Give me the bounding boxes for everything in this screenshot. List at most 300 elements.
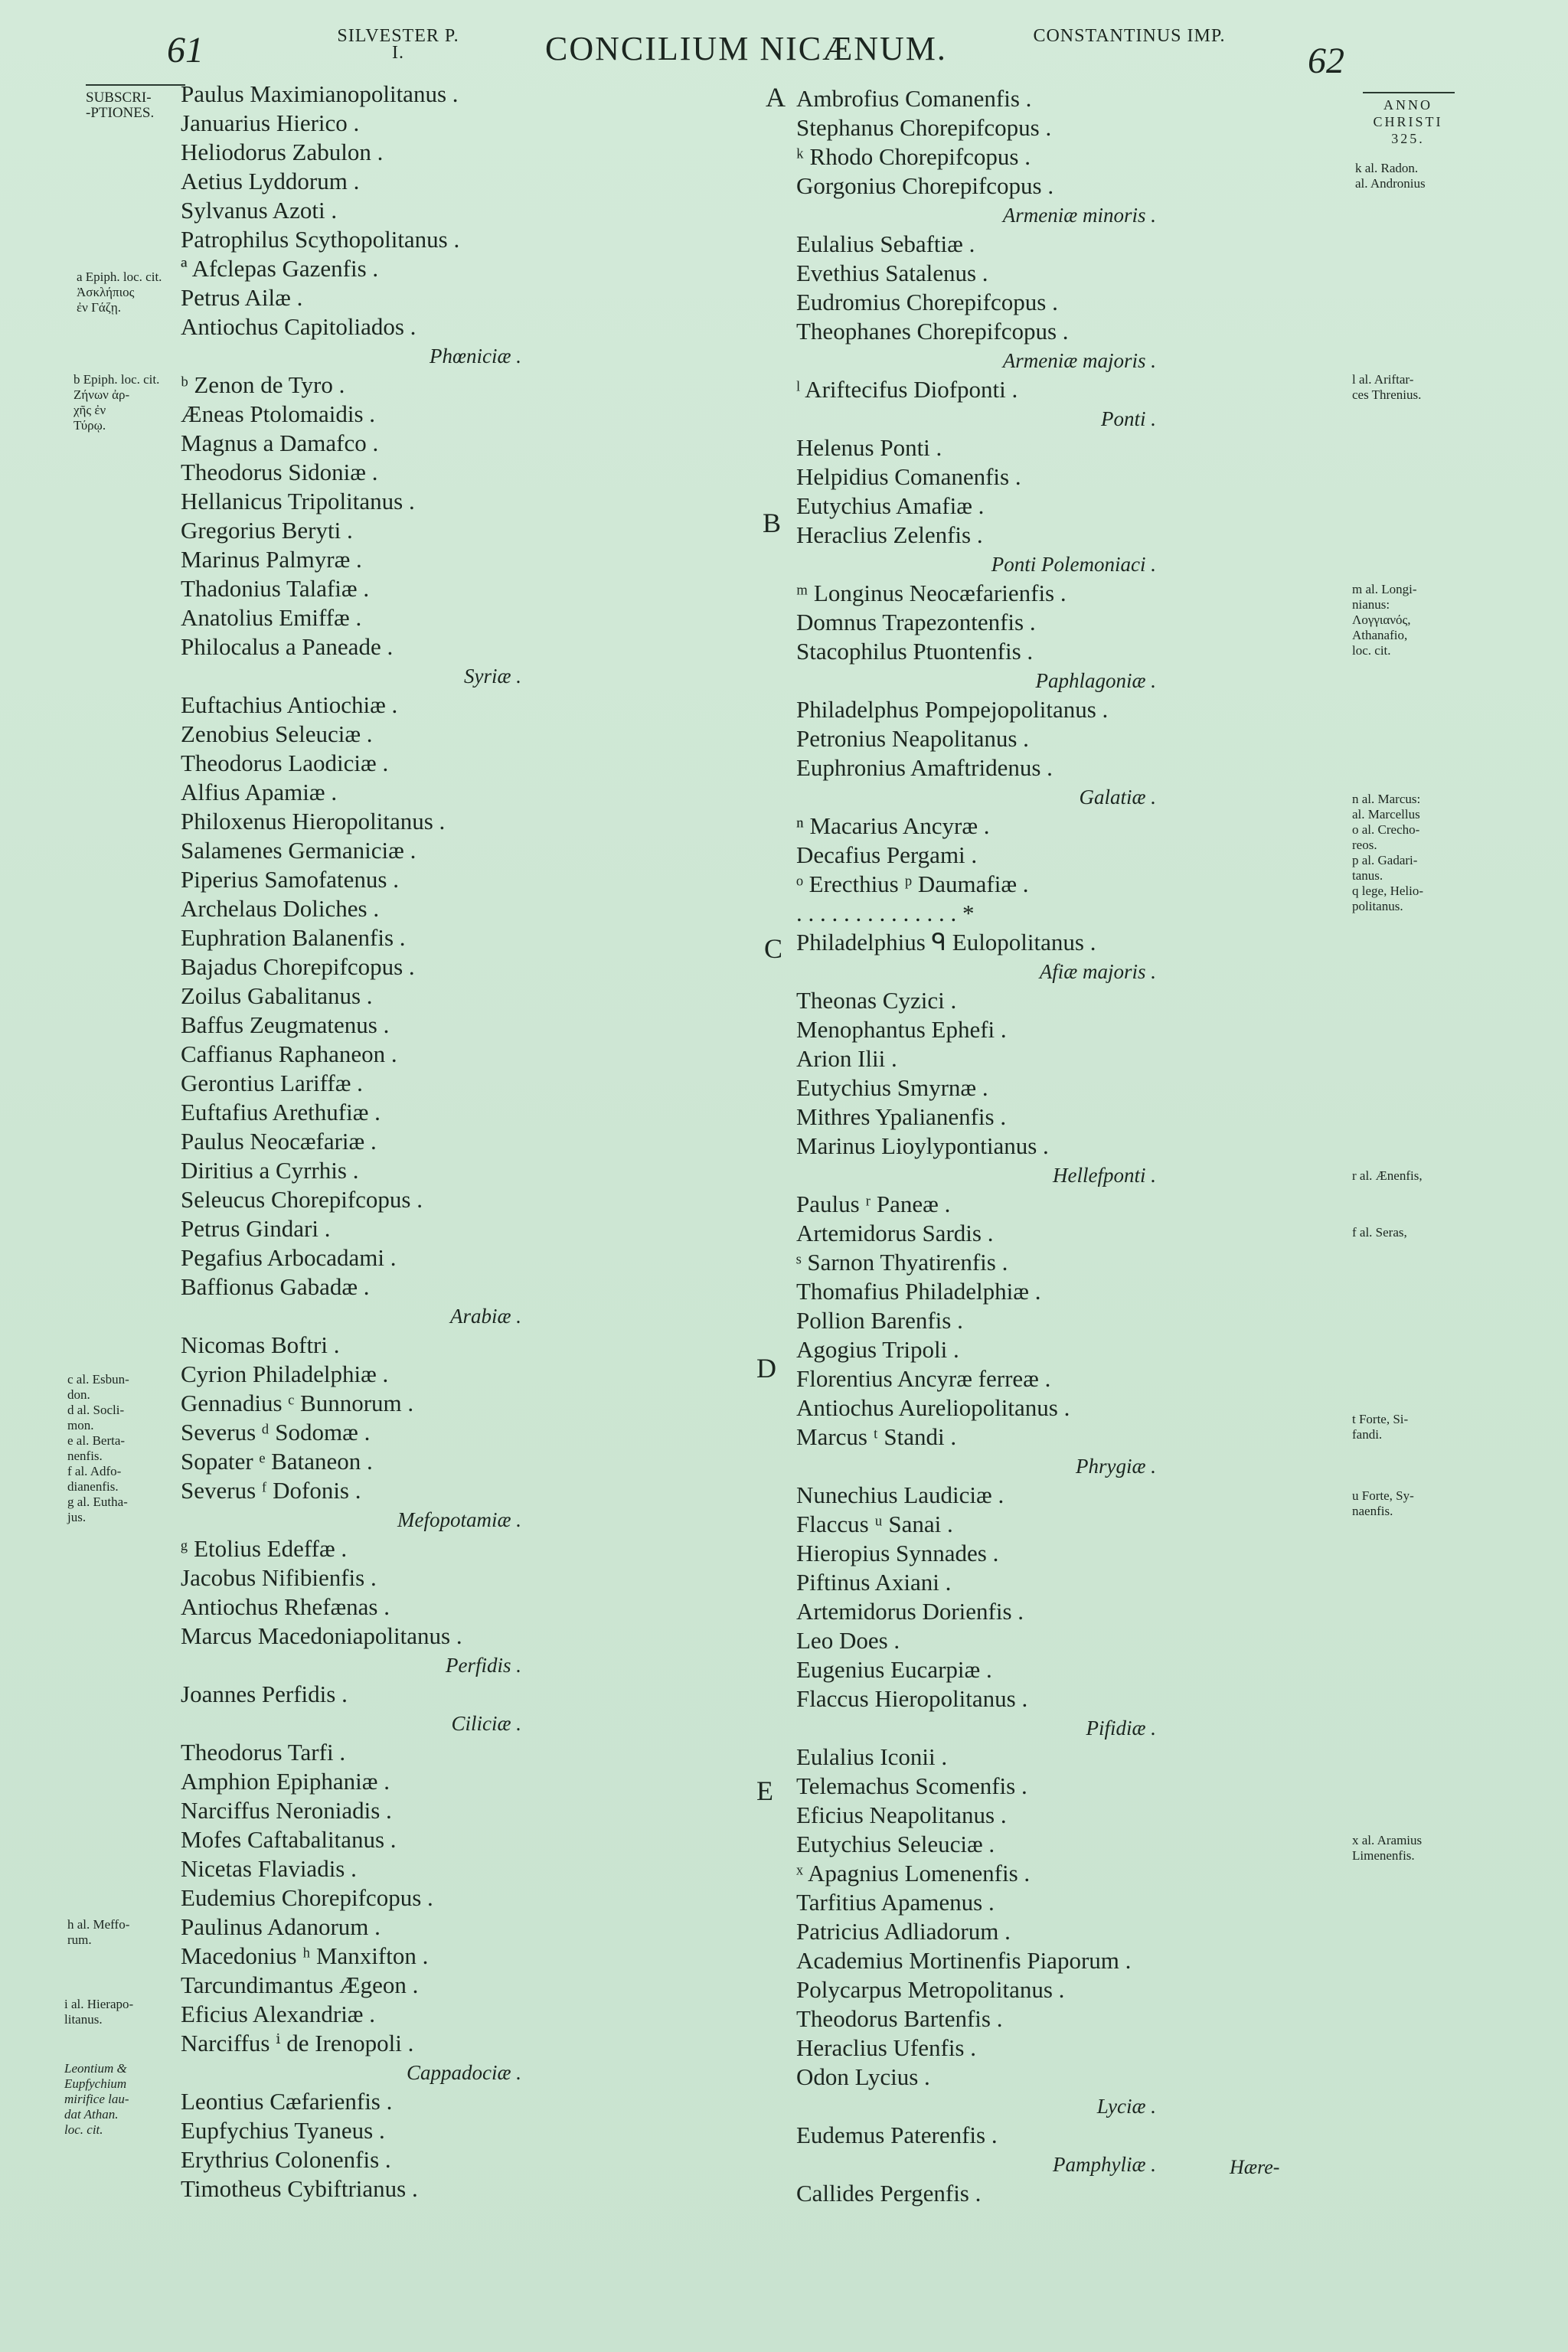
- signatory-line: [796, 695, 1156, 724]
- signatory-name: ˣ Apagnius Lomenenfis .: [796, 1860, 1031, 1886]
- signatory-line: [796, 1015, 1156, 1044]
- margin-note-x: x al. Aramius Limenenfis.: [1352, 1833, 1423, 1863]
- right-running-head: CONSTANTINUS IMP.: [1033, 26, 1226, 46]
- signatory-line: [181, 807, 521, 836]
- signatory-name: Marinus Lioylypontianus .: [796, 1132, 1049, 1159]
- signatory-line: [796, 230, 1156, 259]
- signatory-line: [181, 778, 521, 807]
- signatory-line: [181, 371, 521, 400]
- signatory-line: [181, 691, 521, 720]
- signatory-line: [181, 545, 521, 574]
- signatory-name: Caffianus Raphaneon .: [181, 1040, 397, 1067]
- signatory-line: [796, 986, 1156, 1015]
- signatory-line: [796, 1132, 1156, 1161]
- signatory-name: Amphion Epiphaniæ .: [181, 1768, 390, 1795]
- signatory-name: Baffionus Gabadæ .: [181, 1273, 370, 1300]
- signatory-name: Euphronius Amaftridenus .: [796, 754, 1053, 781]
- signatory-name: . . . . . . . . . . . . . . *: [796, 900, 975, 926]
- region-heading-text: Ponti Polemoniaci .: [991, 553, 1156, 576]
- signatory-line: [181, 1534, 521, 1563]
- signatory-name: Gorgonius Chorepifcopus .: [796, 172, 1054, 199]
- margin-note-m: m al. Longi- nianus: Λογγιανός, Athanafio, loc. cit.: [1352, 582, 1417, 658]
- signatory-line: [796, 1102, 1156, 1132]
- signatory-line: [796, 753, 1156, 782]
- signatory-line: [796, 521, 1156, 550]
- signatory-name: Philocalus a Paneade .: [181, 633, 394, 660]
- signatory-name: Severus ᵈ Sodomæ .: [181, 1419, 371, 1446]
- region-heading-text: Mefopotamiæ .: [397, 1508, 521, 1531]
- signatory-line: [181, 1272, 521, 1302]
- signatory-line: [181, 1563, 521, 1592]
- signatory-name: Hellanicus Tripolitanus .: [181, 488, 415, 514]
- signatory-line: [181, 80, 521, 109]
- signatory-line: [796, 433, 1156, 462]
- signatory-line: [181, 1214, 521, 1243]
- region-heading: [181, 1709, 521, 1738]
- margin-note-h: h al. Meffo- rum.: [67, 1917, 130, 1947]
- signatory-line: [796, 2034, 1156, 2063]
- signatory-name: Ambrofius Comanenfis .: [796, 85, 1032, 112]
- signatory-name: Diritius a Cyrrhis .: [181, 1157, 359, 1184]
- signatory-name: Baffus Zeugmatenus .: [181, 1011, 390, 1038]
- signatory-name: Gerontius Lariffæ .: [181, 1070, 363, 1096]
- signatory-line: [796, 1684, 1156, 1713]
- signatory-name: Eulalius Iconii .: [796, 1743, 948, 1770]
- signatory-name: Narciffus Neroniadis .: [181, 1797, 392, 1824]
- signatory-line: [796, 870, 1156, 899]
- signatory-name: Eudemus Paterenfis .: [796, 2122, 998, 2148]
- signatory-name: Tarfitius Apamenus .: [796, 1889, 995, 1916]
- signatory-line: [181, 952, 521, 982]
- signatory-name: Thadonius Talafiæ .: [181, 575, 370, 602]
- margin-note-u: u Forte, Sy- naenfis.: [1352, 1488, 1414, 1518]
- region-heading-text: Phrygiæ .: [1076, 1455, 1156, 1478]
- section-letter-a: A: [766, 82, 786, 113]
- signatory-line: [796, 1801, 1156, 1830]
- signatory-line: [796, 1597, 1156, 1626]
- margin-note-k: k al. Radon. al. Andronius: [1355, 161, 1426, 191]
- signatory-line: [181, 1127, 521, 1156]
- signatory-line: [796, 1306, 1156, 1335]
- signatory-line: [181, 865, 521, 894]
- signatory-name: Piperius Samofatenus .: [181, 866, 399, 893]
- margin-note-i: i al. Hierapo- litanus.: [64, 1997, 134, 2027]
- signatory-line: [796, 1044, 1156, 1073]
- signatory-name: Paulus Maximianopolitanus .: [181, 80, 459, 107]
- signatory-line: [181, 138, 521, 167]
- signatory-name: ᵒ Erecthius ᵖ Daumafiæ .: [796, 871, 1029, 897]
- signatory-name: Eupfychius Tyaneus .: [181, 2117, 385, 2144]
- left-page-number: 61: [167, 30, 204, 70]
- signatory-line: [796, 1946, 1156, 1975]
- signatory-name: Patrophilus Scythopolitanus .: [181, 226, 460, 253]
- signatory-name: Bajadus Chorepifcopus .: [181, 953, 415, 980]
- right-page-number: 62: [1308, 41, 1344, 81]
- region-heading: [181, 2058, 521, 2087]
- signatory-name: Mithres Ypalianenfis .: [796, 1103, 1007, 1130]
- signatory-name: Theodorus Tarfi .: [181, 1739, 346, 1766]
- signatory-name: Archelaus Doliches .: [181, 895, 380, 922]
- signatory-line: [181, 2145, 521, 2174]
- signatory-line: [181, 283, 521, 312]
- signatory-name: Eudromius Chorepifcopus .: [796, 289, 1058, 315]
- signatory-name: Philadelphus Pompejopolitanus .: [796, 696, 1109, 723]
- signatory-name: Heraclius Zelenfis .: [796, 521, 983, 548]
- signatory-name: Joannes Perfidis .: [181, 1681, 348, 1707]
- signatory-line: [796, 1772, 1156, 1801]
- signatory-name: Sylvanus Azoti .: [181, 197, 338, 224]
- signatory-name: Euphration Balanenfis .: [181, 924, 406, 951]
- region-heading-text: Perfidis .: [446, 1654, 521, 1677]
- signatory-name: Marcus Macedoniapolitanus .: [181, 1622, 462, 1649]
- signatory-name: Agogius Tripoli .: [796, 1336, 959, 1363]
- signatory-name: Piftinus Axiani .: [796, 1569, 952, 1596]
- margin-note-s: f al. Seras,: [1352, 1225, 1407, 1240]
- signatory-line: [796, 84, 1156, 113]
- margin-note-subscriptiones: SUBSCRI- -PTIONES.: [86, 90, 155, 121]
- region-heading: [796, 201, 1156, 230]
- signatory-line: [181, 516, 521, 545]
- signatory-name: Flaccus ᵘ Sanai .: [796, 1511, 953, 1537]
- signatory-name: Erythrius Colonenfis .: [181, 2146, 391, 2173]
- signatory-line: [181, 1854, 521, 1883]
- margin-rule: [86, 84, 185, 86]
- signatory-name: Anatolius Emiffæ .: [181, 604, 362, 631]
- signatory-line: [796, 1830, 1156, 1859]
- signatory-name: Nicetas Flaviadis .: [181, 1855, 357, 1882]
- signatory-line: [796, 2121, 1156, 2150]
- signatory-name: Narciffus ⁱ de Irenopoli .: [181, 2030, 414, 2056]
- margin-note-c-g: c al. Esbun- don. d al. Socli- mon. e al. Berta- nenfis. f al. Adfo- dianenfis. g al. Eutha- jus.: [67, 1372, 129, 1524]
- signatory-line: [181, 1971, 521, 2000]
- region-heading-text: Ponti .: [1101, 407, 1156, 430]
- signatory-name: Paulus ʳ Paneæ .: [796, 1191, 951, 1217]
- signatory-name: Theodorus Laodiciæ .: [181, 750, 389, 776]
- signatory-line: [181, 109, 521, 138]
- signatory-line: [181, 1069, 521, 1098]
- section-letter-c: C: [764, 933, 783, 964]
- signatory-line: [181, 632, 521, 662]
- signatory-line: [181, 1447, 521, 1476]
- signatory-line: [181, 982, 521, 1011]
- signatory-name: Artemidorus Sardis .: [796, 1220, 994, 1246]
- region-heading-text: Armeniæ majoris .: [1002, 349, 1156, 372]
- right-column: [796, 84, 1156, 2208]
- signatory-name: Euftachius Antiochiæ .: [181, 691, 398, 718]
- signatory-name: Stacophilus Ptuontenfis .: [796, 638, 1034, 665]
- signatory-line: [796, 1364, 1156, 1393]
- signatory-line: [181, 1098, 521, 1127]
- signatory-name: Gregorius Beryti .: [181, 517, 353, 544]
- signatory-line: [796, 259, 1156, 288]
- signatory-name: Domnus Trapezontenfis .: [796, 609, 1036, 635]
- signatory-line: [181, 1185, 521, 1214]
- signatory-line: [796, 317, 1156, 346]
- signatory-name: Leontius Cæfarienfis .: [181, 2088, 393, 2115]
- region-heading: [796, 2150, 1156, 2179]
- signatory-name: Arion Ilii .: [796, 1045, 897, 1072]
- signatory-line: [181, 2116, 521, 2145]
- signatory-line: [181, 1476, 521, 1505]
- signatory-line: [181, 1156, 521, 1185]
- signatory-name: Marcus ᵗ Standi .: [796, 1423, 957, 1450]
- section-letter-d: D: [756, 1353, 776, 1383]
- signatory-name: Euftafius Arethufiæ .: [181, 1099, 381, 1125]
- signatory-name: Artemidorus Dorienfis .: [796, 1598, 1024, 1625]
- signatory-line: [181, 923, 521, 952]
- signatory-name: Timotheus Cybiftrianus .: [181, 2175, 418, 2202]
- signatory-line: [181, 1825, 521, 1854]
- signatory-name: ᵐ Longinus Neocæfarienfis .: [796, 580, 1067, 606]
- signatory-line: [181, 1011, 521, 1040]
- signatory-name: Antiochus Aureliopolitanus .: [796, 1394, 1070, 1421]
- signatory-line: [796, 2004, 1156, 2034]
- signatory-name: ᵏ Rhodo Chorepifcopus .: [796, 143, 1031, 170]
- region-heading: [796, 666, 1156, 695]
- region-heading: [796, 550, 1156, 579]
- signatory-line: [181, 1913, 521, 1942]
- signatory-name: Evethius Satalenus .: [796, 260, 988, 286]
- region-heading-text: Armeniæ minoris .: [1002, 204, 1156, 227]
- signatory-line: [181, 1767, 521, 1796]
- signatory-line: [796, 1073, 1156, 1102]
- signatory-name: Petrus Ailæ .: [181, 284, 303, 311]
- signatory-line: [181, 196, 521, 225]
- signatory-name: Eugenius Eucarpiæ .: [796, 1656, 992, 1683]
- region-heading-text: Afiæ majoris .: [1039, 960, 1156, 983]
- signatory-line: [796, 492, 1156, 521]
- region-heading-text: Ciliciæ .: [451, 1712, 521, 1735]
- signatory-name: Paulinus Adanorum .: [181, 1913, 381, 1940]
- left-running-head: SILVESTER P. I.: [337, 26, 459, 63]
- signatory-name: Mofes Caftabalitanus .: [181, 1826, 397, 1853]
- signatory-name: Polycarpus Metropolitanus .: [796, 1976, 1065, 2003]
- anno-rule: [1363, 92, 1455, 93]
- signatory-line: [181, 2174, 521, 2203]
- signatory-line: [181, 836, 521, 865]
- signatory-name: Decafius Pergami .: [796, 841, 978, 868]
- signatory-name: Eutychius Amafiæ .: [796, 492, 985, 519]
- margin-note-r: r al. Ænenfis,: [1352, 1168, 1423, 1183]
- signatory-name: Severus ᶠ Dofonis .: [181, 1477, 361, 1504]
- region-heading-text: Pifidiæ .: [1086, 1717, 1156, 1740]
- signatory-line: [796, 841, 1156, 870]
- signatory-name: Marinus Palmyræ .: [181, 546, 362, 573]
- signatory-name: Antiochus Rhefænas .: [181, 1593, 390, 1620]
- region-heading-text: Cappadociæ .: [406, 2061, 521, 2084]
- signatory-name: Theophanes Chorepifcopus .: [796, 318, 1069, 345]
- region-heading: [796, 346, 1156, 375]
- signatory-name: Aetius Lyddorum .: [181, 168, 360, 194]
- signatory-name: Eudemius Chorepifcopus .: [181, 1884, 433, 1911]
- signatory-name: Leo Does .: [796, 1627, 900, 1654]
- signatory-name: Philadelphius ᑫ Eulopolitanus .: [796, 929, 1096, 956]
- signatory-line: [796, 1277, 1156, 1306]
- signatory-name: Eficius Alexandriæ .: [181, 2001, 375, 2027]
- signatory-line: [796, 637, 1156, 666]
- signatory-name: Stephanus Chorepifcopus .: [796, 114, 1052, 141]
- signatory-line: [796, 2063, 1156, 2092]
- signatory-name: Theonas Cyzici .: [796, 987, 957, 1014]
- signatory-line: [796, 1859, 1156, 1888]
- signatory-name: ª Afclepas Gazenfis .: [181, 255, 379, 282]
- signatory-name: Petronius Neapolitanus .: [796, 725, 1029, 752]
- signatory-line: [181, 603, 521, 632]
- signatory-name: Magnus a Damafco .: [181, 430, 379, 456]
- signatory-name: Antiochus Capitoliados .: [181, 313, 416, 340]
- region-heading: [796, 1713, 1156, 1743]
- signatory-name: Seleucus Chorepifcopus .: [181, 1186, 423, 1213]
- signatory-name: Paulus Neocæfariæ .: [181, 1128, 377, 1155]
- signatory-line: [796, 1888, 1156, 1917]
- signatory-name: ⁿ Macarius Ancyræ .: [796, 812, 990, 839]
- region-heading-text: Paphlagoniæ .: [1035, 669, 1156, 692]
- signatory-name: ᵍ Etolius Edeffæ .: [181, 1535, 348, 1562]
- left-column: [181, 80, 521, 2203]
- signatory-line: [796, 579, 1156, 608]
- signatory-line: [796, 1423, 1156, 1452]
- signatory-line: [796, 375, 1156, 404]
- signatory-line: [796, 1219, 1156, 1248]
- signatory-line: [181, 2029, 521, 2058]
- region-heading: [181, 1505, 521, 1534]
- region-heading: [181, 1651, 521, 1680]
- signatory-name: Nunechius Laudiciæ .: [796, 1481, 1004, 1508]
- signatory-name: ˡ Ariftecifus Diofponti .: [796, 376, 1018, 403]
- signatory-name: Petrus Gindari .: [181, 1215, 331, 1242]
- signatory-line: [796, 1568, 1156, 1597]
- signatory-name: Januarius Hierico .: [181, 109, 360, 136]
- signatory-line: [181, 1418, 521, 1447]
- signatory-name: Eutychius Smyrnæ .: [796, 1074, 988, 1101]
- signatory-line: [181, 1243, 521, 1272]
- margin-note-l: l al. Ariftar- ces Threnius.: [1352, 372, 1422, 402]
- signatory-line: [181, 894, 521, 923]
- signatory-name: Theodorus Sidoniæ .: [181, 459, 378, 485]
- margin-note-n-q: n al. Marcus: al. Marcellus o al. Crecho- reos. p al. Gadari- tanus. q lege, Helio- politanus.: [1352, 792, 1423, 913]
- margin-note-a: a Epiph. loc. cit. Ἀσκλήπιος ἐν Γάζῃ.: [77, 270, 162, 315]
- signatory-line: [796, 172, 1156, 201]
- signatory-line: [181, 1389, 521, 1418]
- signatory-name: Academius Mortinenfis Piaporum .: [796, 1947, 1132, 1974]
- margin-note-leontium: Leontium & Eupfychium mirifice lau- dat Athan. loc. cit.: [64, 2061, 129, 2137]
- signatory-name: Florentius Ancyræ ferreæ .: [796, 1365, 1051, 1392]
- section-letter-b: B: [763, 508, 782, 538]
- signatory-name: Zoilus Gabalitanus .: [181, 982, 373, 1009]
- signatory-name: Zenobius Seleuciæ .: [181, 720, 373, 747]
- signatory-name: ᵇ Zenon de Tyro .: [181, 371, 345, 398]
- signatory-name: Pegafius Arbocadami .: [181, 1244, 397, 1271]
- signatory-line: [796, 462, 1156, 492]
- signatory-line: [796, 928, 1156, 957]
- signatory-line: [181, 1796, 521, 1825]
- region-heading: [796, 1161, 1156, 1190]
- signatory-name: Tarcundimantus Ægeon .: [181, 1971, 419, 1998]
- signatory-line: [181, 1680, 521, 1709]
- signatory-line: [181, 429, 521, 458]
- signatory-line: [796, 1539, 1156, 1568]
- margin-note-t: t Forte, Si- fandi.: [1352, 1412, 1409, 1442]
- region-heading-text: Galatiæ .: [1079, 786, 1156, 808]
- region-heading: [796, 1452, 1156, 1481]
- signatory-line: [796, 113, 1156, 142]
- signatory-name: Jacobus Nifibienfis .: [181, 1564, 377, 1591]
- signatory-name: Callides Pergenfis .: [796, 2180, 982, 2207]
- signatory-line: [181, 400, 521, 429]
- signatory-name: Nicomas Boftri .: [181, 1331, 340, 1358]
- signatory-name: Alfius Apamiæ .: [181, 779, 338, 805]
- signatory-line: [181, 1040, 521, 1069]
- signatory-line: [181, 2087, 521, 2116]
- region-heading: [796, 782, 1156, 812]
- signatory-name: Theodorus Bartenfis .: [796, 2005, 1003, 2032]
- region-heading: [796, 2092, 1156, 2121]
- signatory-line: [181, 225, 521, 254]
- signatory-line: [796, 1393, 1156, 1423]
- margin-note-b: b Epiph. loc. cit. Ζήνων ἀρ- χῆς ἐν Τύρῳ.: [74, 372, 160, 433]
- signatory-line: [181, 1942, 521, 1971]
- signatory-line: [796, 288, 1156, 317]
- signatory-line: [796, 1335, 1156, 1364]
- signatory-line: [181, 458, 521, 487]
- signatory-name: Gennadius ᶜ Bunnorum .: [181, 1390, 414, 1416]
- region-heading-text: Pamphyliæ .: [1053, 2153, 1156, 2176]
- region-heading-text: Syriæ .: [463, 665, 521, 688]
- signatory-line: [796, 1975, 1156, 2004]
- signatory-line: [796, 1510, 1156, 1539]
- signatory-name: Menophantus Ephefi .: [796, 1016, 1007, 1043]
- signatory-name: Odon Lycius .: [796, 2063, 930, 2090]
- signatory-line: [796, 608, 1156, 637]
- signatory-line: [181, 1360, 521, 1389]
- signatory-name: ˢ Sarnon Thyatirenfis .: [796, 1249, 1008, 1276]
- signatory-line: [181, 1883, 521, 1913]
- signatory-name: Æneas Ptolomaidis .: [181, 400, 376, 427]
- signatory-line: [181, 254, 521, 283]
- signatory-line: [181, 312, 521, 341]
- signatory-line: [796, 1917, 1156, 1946]
- signatory-line: [796, 1743, 1156, 1772]
- signatory-name: Cyrion Philadelphiæ .: [181, 1361, 389, 1387]
- region-heading-text: Hellefponti .: [1053, 1164, 1156, 1187]
- region-heading-text: Phœniciæ .: [430, 345, 521, 368]
- signatory-name: Helpidius Comanenfis .: [796, 463, 1021, 490]
- signatory-line: [796, 2179, 1156, 2208]
- signatory-line: [796, 724, 1156, 753]
- signatory-name: Heliodorus Zabulon .: [181, 139, 384, 165]
- signatory-line: [181, 1331, 521, 1360]
- region-heading: [181, 662, 521, 691]
- signatory-name: Sopater ᵉ Bataneon .: [181, 1448, 373, 1475]
- signatory-line: [796, 1626, 1156, 1655]
- region-heading: [796, 404, 1156, 433]
- signatory-name: Patricius Adliadorum .: [796, 1918, 1011, 1945]
- signatory-line: [796, 1655, 1156, 1684]
- signatory-name: Eficius Neapolitanus .: [796, 1802, 1007, 1828]
- signatory-name: Helenus Ponti .: [796, 434, 942, 461]
- signatory-line: [796, 142, 1156, 172]
- signatory-line: [181, 574, 521, 603]
- signatory-name: Philoxenus Hieropolitanus .: [181, 808, 446, 835]
- anno-christi: ANNO CHRISTI 325.: [1373, 97, 1443, 146]
- signatory-line: [181, 487, 521, 516]
- catchword: Hære-: [1230, 2156, 1280, 2178]
- signatory-line: [181, 749, 521, 778]
- region-heading-text: Lyciæ .: [1096, 2095, 1156, 2118]
- signatory-line: [796, 812, 1156, 841]
- region-heading: [796, 957, 1156, 986]
- signatory-line: [181, 2000, 521, 2029]
